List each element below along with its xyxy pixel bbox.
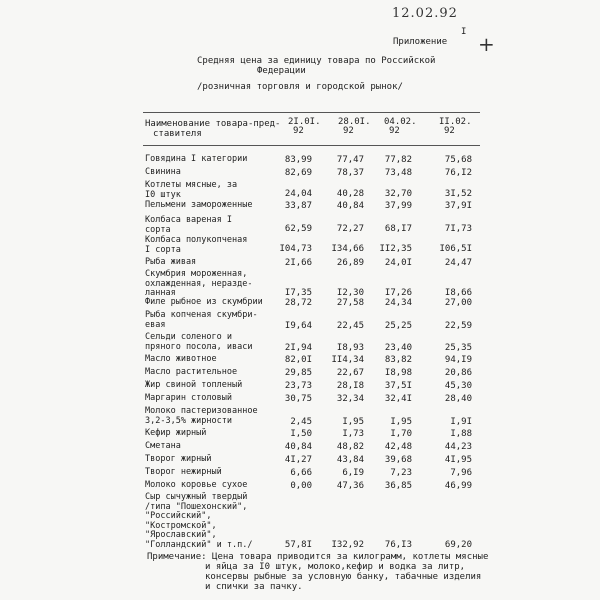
row-price-value: 23,73 bbox=[284, 381, 312, 391]
row-price-value: 2I,94 bbox=[284, 343, 312, 353]
row-price-value: 24,04 bbox=[284, 189, 312, 199]
row-product-name bbox=[145, 368, 275, 378]
row-product-name-line: Свинина bbox=[145, 167, 181, 177]
row-product-name-line: Рыба живая bbox=[145, 257, 197, 267]
row-product-name-line: Рыба копченая скумбри- bbox=[145, 310, 258, 320]
row-price-value: 39,68 bbox=[384, 455, 412, 465]
row-product-name-line: пряного посола, иваси bbox=[145, 341, 253, 352]
row-price-value: 7I,73 bbox=[444, 224, 472, 234]
row-product-name bbox=[145, 155, 275, 165]
row-product-name bbox=[145, 333, 275, 352]
row-product-name-line: "Костромской", bbox=[145, 520, 217, 531]
row-product-name bbox=[145, 236, 275, 255]
row-product-name-line: Масло растительное bbox=[145, 367, 238, 377]
row-price-value: 0,00 bbox=[290, 481, 312, 491]
row-price-value: 4I,95 bbox=[444, 455, 472, 465]
row-price-value: I,9I bbox=[450, 417, 472, 427]
row-product-name bbox=[145, 216, 275, 235]
row-product-name-line: Кефир жирный bbox=[145, 428, 207, 438]
row-price-value: 32,70 bbox=[384, 189, 412, 199]
row-price-value: 29,85 bbox=[284, 368, 312, 378]
row-price-value: 77,47 bbox=[336, 155, 364, 165]
row-price-value: I34,66 bbox=[331, 244, 364, 254]
row-price-value: I7,26 bbox=[384, 288, 412, 298]
row-price-value: 25,35 bbox=[444, 343, 472, 353]
row-product-name bbox=[145, 270, 275, 299]
column-header-year-3: 92 bbox=[389, 126, 400, 136]
row-product-name-line: Филе рыбное из скумбрии bbox=[145, 297, 263, 307]
row-price-value: 33,87 bbox=[284, 201, 312, 211]
row-product-name bbox=[145, 468, 275, 478]
row-price-value: 69,20 bbox=[444, 540, 472, 550]
row-price-value: 27,58 bbox=[336, 298, 364, 308]
row-product-name-line: Масло животное bbox=[145, 354, 217, 364]
row-product-name-line: Скумбрия мороженная, bbox=[145, 269, 248, 279]
row-price-value: 28,I8 bbox=[336, 381, 364, 391]
header-top-rule bbox=[143, 112, 480, 113]
row-price-value: 2I,66 bbox=[284, 258, 312, 268]
row-product-name-line: Творог нежирный bbox=[145, 467, 222, 477]
row-price-value: 77,82 bbox=[384, 155, 412, 165]
row-product-name bbox=[145, 455, 275, 465]
row-price-value: 4I,27 bbox=[284, 455, 312, 465]
header-bottom-rule bbox=[143, 145, 480, 146]
row-price-value: I,95 bbox=[342, 417, 364, 427]
row-product-name-line: "Голландский" и т.п./ bbox=[145, 539, 253, 550]
column-header-year-1: 92 bbox=[293, 126, 304, 136]
row-price-value: 32,4I bbox=[384, 394, 412, 404]
row-product-name bbox=[145, 168, 275, 178]
column-header-date-2: 28.0I. bbox=[338, 117, 371, 127]
row-price-value: 76,I2 bbox=[444, 168, 472, 178]
row-price-value: I32,92 bbox=[331, 540, 364, 550]
row-product-name-line: евая bbox=[145, 319, 166, 330]
row-price-value: 27,00 bbox=[444, 298, 472, 308]
row-price-value: 3I,52 bbox=[444, 189, 472, 199]
row-price-value: 23,40 bbox=[384, 343, 412, 353]
appendix-label: Приложение bbox=[393, 37, 448, 47]
row-price-value: 7,23 bbox=[390, 468, 412, 478]
row-price-value: I8,93 bbox=[336, 343, 364, 353]
row-price-value: 47,36 bbox=[336, 481, 364, 491]
row-price-value: 68,I7 bbox=[384, 224, 412, 234]
row-price-value: I,95 bbox=[390, 417, 412, 427]
row-price-value: 94,I9 bbox=[444, 355, 472, 365]
row-product-name-line: /типа "Пошехонский", bbox=[145, 501, 248, 512]
row-product-name-line: Котлеты мясные, за bbox=[145, 180, 238, 190]
row-price-value: 26,89 bbox=[336, 258, 364, 268]
row-product-name-line: сорта bbox=[145, 224, 171, 235]
row-price-value: 73,48 bbox=[384, 168, 412, 178]
row-product-name-line: охлажденная, неразде- bbox=[145, 278, 253, 289]
footnote-line-1: Примечание: Цена товара приводится за килограмм, котлеты мясные bbox=[147, 552, 489, 562]
row-price-value: I9,64 bbox=[284, 321, 312, 331]
row-product-name-line: Творог жирный bbox=[145, 454, 212, 464]
row-price-value: 6,I9 bbox=[342, 468, 364, 478]
row-price-value: 32,34 bbox=[336, 394, 364, 404]
row-product-name bbox=[145, 429, 275, 439]
row-price-value: 7,96 bbox=[450, 468, 472, 478]
row-product-name-line: I сорта bbox=[145, 244, 181, 255]
row-product-name-line: Молоко коровье сухое bbox=[145, 480, 248, 490]
row-price-value: 28,40 bbox=[444, 394, 472, 404]
column-header-year-2: 92 bbox=[343, 126, 354, 136]
row-price-value: 28,72 bbox=[284, 298, 312, 308]
row-price-value: 76,I3 bbox=[384, 540, 412, 550]
row-price-value: I,88 bbox=[450, 429, 472, 439]
row-price-value: 62,59 bbox=[284, 224, 312, 234]
title-line-1: Средняя цена за единицу товара по Российской bbox=[197, 56, 436, 66]
column-header-date-3: 04.02. bbox=[384, 117, 417, 127]
row-price-value: I,73 bbox=[342, 429, 364, 439]
row-product-name-line: Молоко пастеризованное bbox=[145, 406, 258, 416]
row-product-name bbox=[145, 407, 275, 426]
row-product-name bbox=[145, 493, 275, 550]
row-product-name-line: "Ярославский", bbox=[145, 530, 217, 540]
row-price-value: 2,45 bbox=[290, 417, 312, 427]
row-product-name-line: "Российский", bbox=[145, 511, 212, 521]
row-price-value: I,50 bbox=[290, 429, 312, 439]
footnote-line-4: и спички за пачку. bbox=[205, 582, 303, 592]
row-product-name-line: I0 штук bbox=[145, 189, 181, 200]
column-header-name-2: ставителя bbox=[153, 129, 202, 139]
row-price-value: 83,99 bbox=[284, 155, 312, 165]
row-price-value: 82,69 bbox=[284, 168, 312, 178]
row-product-name bbox=[145, 355, 275, 365]
row-price-value: 83,82 bbox=[384, 355, 412, 365]
handwritten-plus: + bbox=[478, 32, 495, 56]
row-price-value: I06,5I bbox=[439, 244, 472, 254]
row-product-name-line: Жир свиной топленый bbox=[145, 380, 243, 390]
row-price-value: 37,9I bbox=[444, 201, 472, 211]
row-product-name-line: Сметана bbox=[145, 441, 181, 451]
row-price-value: 75,68 bbox=[444, 155, 472, 165]
row-price-value: 22,67 bbox=[336, 368, 364, 378]
row-price-value: 82,0I bbox=[284, 355, 312, 365]
row-price-value: 40,28 bbox=[336, 189, 364, 199]
row-price-value: 45,30 bbox=[444, 381, 472, 391]
row-price-value: 24,47 bbox=[444, 258, 472, 268]
row-product-name-line: Говядина I категории bbox=[145, 154, 248, 164]
footnote-line-3: консервы рыбные за условную банку, табачные изделия bbox=[205, 572, 482, 582]
column-header-year-4: 92 bbox=[444, 126, 455, 136]
row-price-value: 44,23 bbox=[444, 442, 472, 452]
row-price-value: 37,5I bbox=[384, 381, 412, 391]
row-price-value: I2,30 bbox=[336, 288, 364, 298]
row-price-value: 6,66 bbox=[290, 468, 312, 478]
row-product-name-line: Сельди соленого и bbox=[145, 332, 232, 342]
row-product-name-line: Колбаса полукопченая bbox=[145, 235, 248, 245]
row-product-name bbox=[145, 201, 275, 211]
row-price-value: 30,75 bbox=[284, 394, 312, 404]
row-price-value: 36,85 bbox=[384, 481, 412, 491]
row-price-value: 40,84 bbox=[336, 201, 364, 211]
row-price-value: I8,98 bbox=[384, 368, 412, 378]
row-price-value: 22,59 bbox=[444, 321, 472, 331]
row-price-value: 40,84 bbox=[284, 442, 312, 452]
row-product-name bbox=[145, 311, 275, 330]
row-price-value: I7,35 bbox=[284, 288, 312, 298]
row-price-value: 48,82 bbox=[336, 442, 364, 452]
column-header-date-4: II.02. bbox=[439, 117, 472, 127]
row-price-value: 78,37 bbox=[336, 168, 364, 178]
column-header-date-1: 2I.0I. bbox=[288, 117, 321, 127]
row-product-name bbox=[145, 394, 275, 404]
column-header-name-1: Наименование товара-пред- bbox=[145, 119, 281, 129]
row-price-value: 24,34 bbox=[384, 298, 412, 308]
row-price-value: 22,45 bbox=[336, 321, 364, 331]
row-price-value: II2,35 bbox=[379, 244, 412, 254]
row-price-value: I8,66 bbox=[444, 288, 472, 298]
row-price-value: 25,25 bbox=[384, 321, 412, 331]
row-product-name-line: Маргарин столовый bbox=[145, 393, 232, 403]
row-price-value: I04,73 bbox=[279, 244, 312, 254]
row-price-value: 43,84 bbox=[336, 455, 364, 465]
appendix-number: I bbox=[461, 27, 467, 37]
row-product-name-line: Пельмени замороженные bbox=[145, 200, 253, 210]
row-price-value: I,70 bbox=[390, 429, 412, 439]
row-product-name-line: ланная bbox=[145, 288, 176, 298]
row-product-name bbox=[145, 258, 275, 268]
footnote-line-2: и яйца за I0 штук, молоко,кефир и водка за литр, bbox=[205, 562, 466, 572]
row-product-name bbox=[145, 381, 275, 391]
row-price-value: 42,48 bbox=[384, 442, 412, 452]
row-price-value: 46,99 bbox=[444, 481, 472, 491]
row-product-name bbox=[145, 481, 275, 491]
row-product-name-line: 3,2-3,5% жирности bbox=[145, 415, 232, 426]
handwritten-date: 12.02.92 bbox=[392, 6, 458, 21]
row-product-name-line: Сыр сычужный твердый bbox=[145, 492, 248, 502]
row-product-name bbox=[145, 181, 275, 200]
row-product-name bbox=[145, 442, 275, 452]
row-price-value: II4,34 bbox=[331, 355, 364, 365]
row-price-value: 37,99 bbox=[384, 201, 412, 211]
row-product-name bbox=[145, 298, 275, 308]
row-price-value: 20,86 bbox=[444, 368, 472, 378]
row-price-value: 72,27 bbox=[336, 224, 364, 234]
subtitle: /розничная торговля и городской рынок/ bbox=[197, 82, 403, 92]
row-price-value: 24,0I bbox=[384, 258, 412, 268]
row-product-name-line: Колбаса вареная I bbox=[145, 215, 232, 225]
row-price-value: 57,8I bbox=[284, 540, 312, 550]
title-line-2: Федерации bbox=[257, 66, 306, 76]
